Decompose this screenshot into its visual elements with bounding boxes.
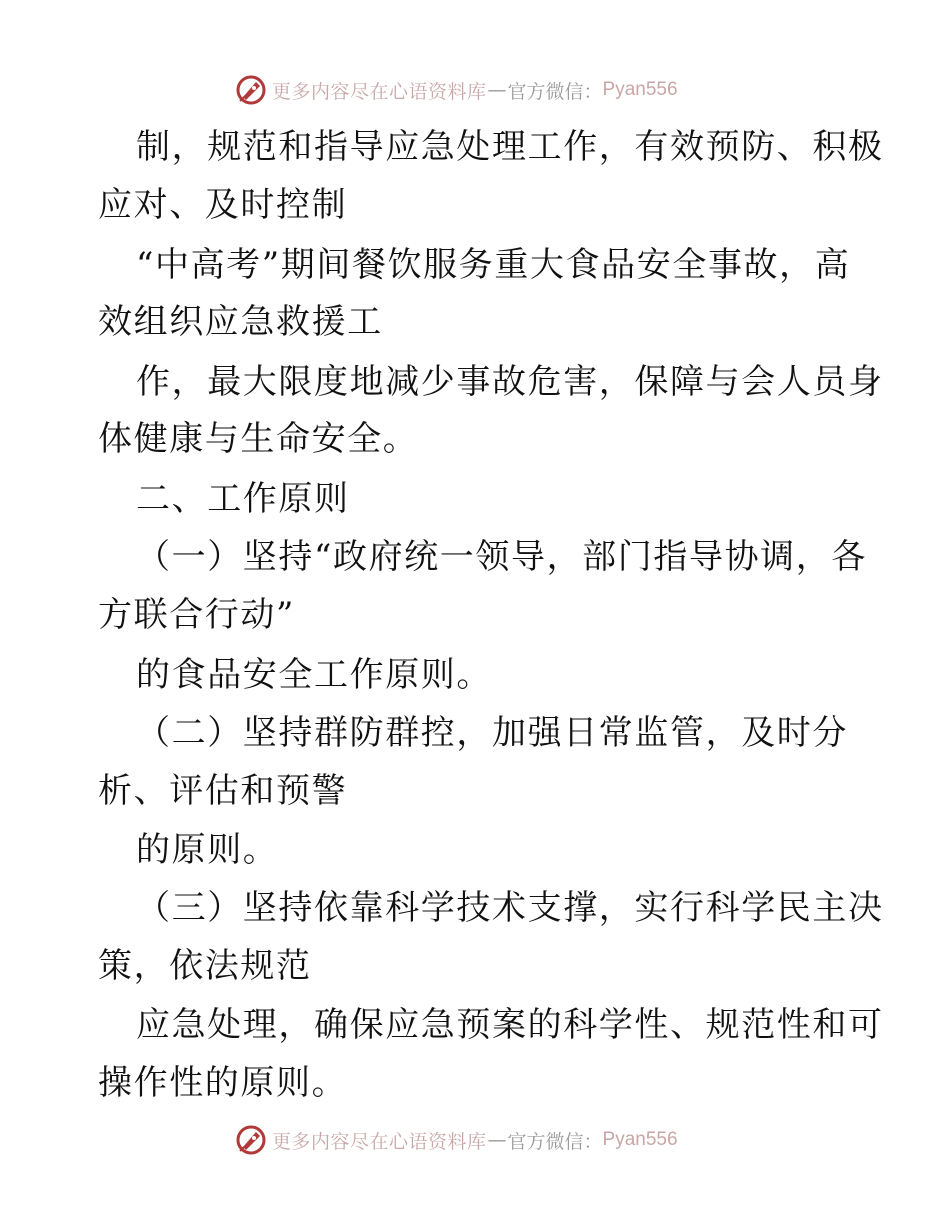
- header-banner-text: 更多内容尽在心语资料库: [272, 80, 487, 103]
- pen-nib-logo-icon: [234, 73, 268, 107]
- body-line: 析、评估和预警: [98, 771, 348, 811]
- section-heading: 二、工作原则: [136, 479, 350, 519]
- body-line: 应急处理，确保应急预案的科学性、规范性和可: [136, 1005, 884, 1045]
- body-line: 应对、及时控制: [98, 185, 348, 225]
- footer-banner-dash: —: [487, 1129, 507, 1151]
- body-line: （三）坚持依靠科学技术支撑，实行科学民主决: [136, 888, 884, 928]
- header-banner-dash: —: [487, 79, 507, 101]
- body-line: 方联合行动”: [98, 595, 295, 635]
- footer-banner-text: 更多内容尽在心语资料库: [272, 1130, 487, 1153]
- body-line: 体健康与生命安全。: [98, 419, 419, 459]
- body-line: （一）坚持“政府统一领导，部门指导协调，各: [136, 537, 867, 577]
- body-line: 的食品安全工作原则。: [136, 655, 492, 695]
- body-line: 效组织应急救援工: [98, 302, 383, 342]
- body-line: “中高考”期间餐饮服务重大食品安全事故，高: [136, 245, 851, 285]
- footer-wechat-id: Pyan556: [602, 1129, 678, 1150]
- body-line: 策，依法规范: [98, 946, 312, 986]
- body-line: （二）坚持群防群控，加强日常监管，及时分: [136, 713, 848, 753]
- header-wechat-id: Pyan556: [602, 79, 678, 100]
- footer-banner: [234, 1123, 678, 1157]
- body-line: 的原则。: [136, 830, 279, 870]
- header-wechat-label: 官方微信：: [507, 80, 603, 103]
- pen-nib-logo-icon: [234, 1123, 268, 1157]
- body-line: 操作性的原则。: [98, 1063, 348, 1103]
- body-line: 作，最大限度地减少事故危害，保障与会人员身: [136, 362, 884, 402]
- footer-wechat-label: 官方微信：: [507, 1130, 603, 1153]
- body-line: 制，规范和指导应急处理工作，有效预防、积极: [136, 127, 884, 167]
- header-banner: [234, 73, 678, 107]
